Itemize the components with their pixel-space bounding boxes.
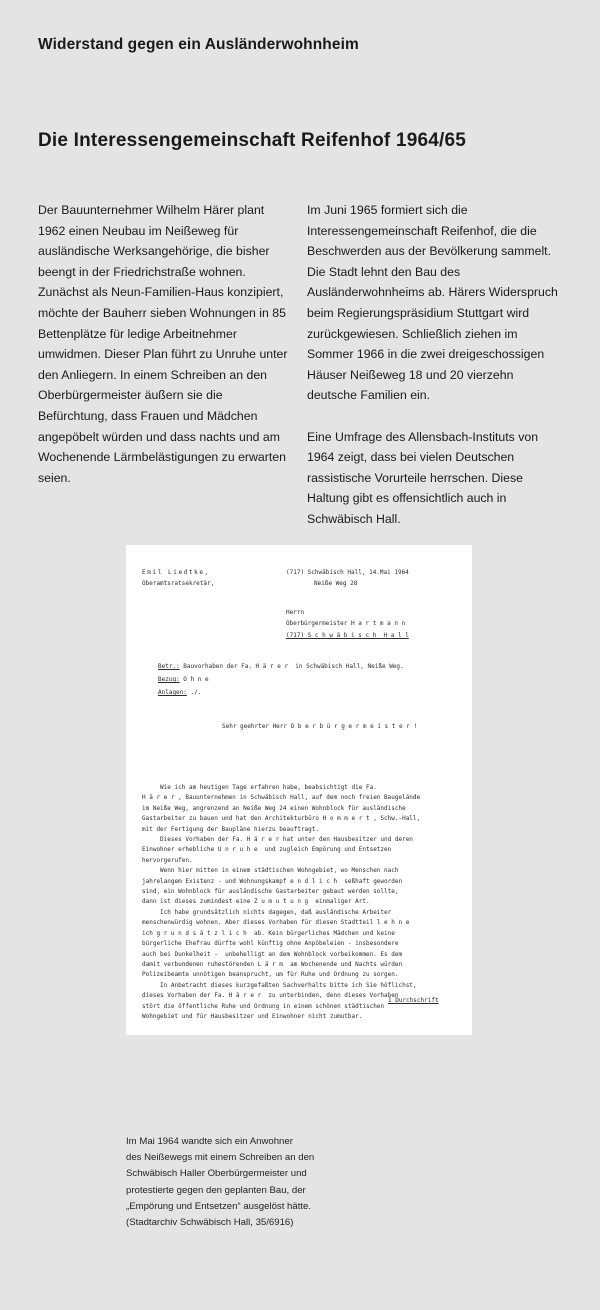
letter-body-line: ich g r u n d s ä t z l i c h ab. Kein bürgerliches Mädchen und keine bbox=[142, 929, 395, 937]
letter-body-line: hervorgerufen. bbox=[142, 856, 193, 864]
letter-body-line: stört die öffentliche Ruhe und Ordnung in einem schönen städtischen bbox=[142, 1002, 385, 1010]
letter-body-line: Gastarbeiter zu bauen und hat den Architekturbüro H o m m e r t , Schw.-Hall, bbox=[142, 815, 421, 823]
left-paragraph: Der Bauunternehmer Wilhelm Härer plant 1962 einen Neubau im Neißeweg für ausländische Werksangehörige, die bisher beengt in der Friedrichstraße wohnen. Zunächst als Neun-Familien-Haus konzipiert, möchte der Bauherr sieben Wohnungen in 85 Bettenplätze für ledige Arbeitnehmer umwidmen. Dieser Plan führt zu Unruhe unter den Anliegern. In einem Schreiben an den Oberbürgermeister äußern sie die Befürchtung, dass Frauen und Mädchen angepöbelt würden und dass nachts und am Wochenende Lärmbelästigungen zu erwarten seien. bbox=[38, 203, 288, 485]
letter-body-line: bürgerliche Ehefrau dürfte wohl künftig ohne Anpöbeleien - insbesondere bbox=[142, 940, 399, 948]
letter-body-line: sind, ein Wohnblock für ausländische Gastarbeiter gebaut werden sollte, bbox=[142, 888, 399, 896]
letter-body-line: Wohngebiet und für Hausbesitzer und Einwohner nicht zumutbar. bbox=[142, 1012, 363, 1020]
letter-body-line: Wie ich am heutigen Tage erfahren habe, beabsichtigt die Fa. bbox=[142, 784, 377, 791]
letter-body-line: Polizeibeamte unnötigen beansprucht, um für Ruhe und Ordnung zu sorgen. bbox=[142, 971, 399, 979]
letter-body-line: Dieses Vorhaben der Fa. H ä r e r hat unter den Hausbesitzer und deren bbox=[142, 836, 413, 844]
letter-anlagen-text: ./. bbox=[186, 689, 202, 696]
letter-body-line: mit der Fertigung der Baupläne hierzu beauftragt. bbox=[142, 825, 320, 833]
caption-line: Im Mai 1964 wandte sich ein Anwohner bbox=[126, 1136, 293, 1147]
image-caption bbox=[126, 1134, 326, 1231]
letter-attachments-line bbox=[158, 688, 201, 698]
letter-scan bbox=[126, 545, 472, 1035]
caption-line: „Empörung und Entsetzen“ ausgelöst hätte. bbox=[126, 1200, 312, 1212]
right-paragraph-1: Im Juni 1965 formiert sich die Interessengemeinschaft Reifenhof, die die Beschwerden aus der Bevölkerung sammelt. Die Stadt lehnt den Bau des Ausländerwohnheims ab. Härers Widerspruch beim Regierungspräsidium Stuttgart wird zurückgewiesen. Schließlich ziehen im Sommer 1966 in die zwei dreigeschossigen Häuser Neißeweg 18 und 20 vierzehn deutsche Familien ein. bbox=[307, 203, 558, 403]
letter-body-line: jahrelangem Existenz - und Wohnungskampf e n d l i c h seßhaft geworden bbox=[142, 877, 403, 885]
letter-betr-label: Betr.: bbox=[158, 663, 180, 670]
letter-body-line: Einwohner erhebliche U n r u h e und zugleich Empörung und Entsetzen bbox=[142, 846, 392, 854]
letter-sender-name: Emil Liedtke, bbox=[142, 569, 210, 576]
letter-body-line: H ä r e r , Bauunternehmen in Schwäbisch Hall, auf dem noch freien Baugelände bbox=[142, 794, 421, 802]
caption-line: protestierte gegen den geplanten Bau, der bbox=[126, 1184, 306, 1196]
letter-greeting: Sehr geehrter Herr O b e r b ü r g e r m e i s t e r ! bbox=[222, 723, 418, 730]
letter-subject-line bbox=[158, 662, 404, 672]
letter-body-line: im Neiße Weg, angrenzend an Neiße Weg 24 einen Wohnblock für ausländische bbox=[142, 804, 406, 812]
letter-sender-address: Neiße Weg 28 bbox=[314, 580, 358, 587]
right-text-column bbox=[307, 200, 563, 550]
letter-betr-text: Bauvorhaben der Fa. H ä r e r in Schwäbisch Hall, Neiße Weg. bbox=[179, 663, 404, 670]
letter-copy-note: 1 Durchschrift bbox=[388, 997, 439, 1004]
page-title: Die Interessengemeinschaft Reifenhof 1964/65 bbox=[38, 130, 467, 151]
letter-reference-line bbox=[158, 675, 209, 685]
letter-bezug-label: Bezug: bbox=[158, 676, 180, 683]
letter-body-line: auch bei Dunkelheit - unbehelligt an dem Wohnblock vorbeikommen. Es dem bbox=[142, 950, 403, 958]
letter-body-line: dann ist dieses zumindest eine Z u m u t u n g einmaliger Art. bbox=[142, 898, 370, 906]
letter-recipient-city: (717) S c h w ä b i s c h H a l l bbox=[286, 632, 409, 639]
right-paragraph-2: Eine Umfrage des Allensbach-Instituts von 1964 zeigt, dass bei vielen Deutschen rassistische Vorurteile herrschen. Diese Haltung gibt es offensichtlich auch in Schwäbisch Hall. bbox=[307, 429, 539, 526]
letter-recipient-name: Oberbürgermeister H a r t m a n n bbox=[286, 620, 406, 627]
letter-anlagen-label: Anlagen: bbox=[158, 689, 187, 696]
letter-body-line: dieses Vorhaben der Fa. H ä r e r zu unterbinden, denn dieses Vorhaben bbox=[142, 992, 399, 1000]
letter-body-line: damit verbundenen ruhestörenden L ä r m am Wochenende und Nachts würden bbox=[142, 960, 403, 968]
letter-body-line: Wenn hier mitten in einem städtischen Wohngebiet, wo Menschen nach bbox=[142, 867, 399, 875]
letter-body bbox=[142, 783, 464, 1022]
letter-sender-title: Oberamtsratsekretär, bbox=[142, 580, 215, 587]
left-text-column bbox=[38, 200, 294, 509]
letter-place-date: (717) Schwäbisch Hall, 14.Mai 1964 bbox=[286, 569, 409, 576]
caption-line: (Stadtarchiv Schwäbisch Hall, 35/6916) bbox=[126, 1217, 294, 1229]
letter-body-line: In Anbetracht dieses kurzgefaßten Sachverhalts bitte ich Sie höflichst, bbox=[142, 981, 417, 989]
section-kicker: Widerstand gegen ein Ausländerwohnheim bbox=[38, 36, 359, 53]
letter-recipient-salutation: Herrn bbox=[286, 609, 305, 616]
letter-body-line: Ich habe grundsätzlich nichts dagegen, daß ausländische Arbeiter bbox=[142, 908, 392, 916]
caption-line: des Neißewegs mit einem Schreiben an den bbox=[126, 1152, 315, 1164]
letter-bezug-text: O h n e bbox=[179, 676, 209, 683]
letter-body-line: menschenwürdig wohnen. Aber dieses Vorhaben für diesen Stadtteil l e h n e bbox=[142, 919, 410, 927]
caption-line: Schwäbisch Haller Oberbürgermeister und bbox=[126, 1168, 307, 1180]
